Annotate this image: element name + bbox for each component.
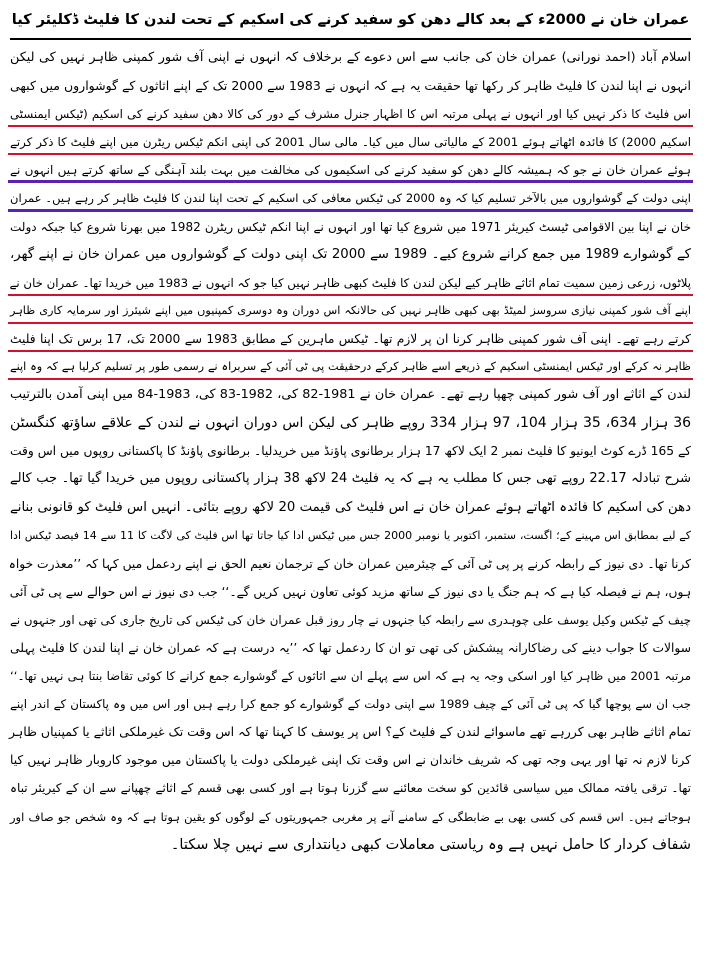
- headline: عمران خان نے 2000ء کے بعد کالے دھن کو سفید کرنے کی اسکیم کے تحت لندن کا فلیٹ ڈکلیئر کیا: [10, 4, 691, 40]
- article-line: سوالات کا جواب دینے کی رضاکارانہ پیشکش کی تھی تو ان کا ردعمل تھا کہ ’’یہ درست ہے کہ عمران خان نے اپنا لندن کا فلیٹ پہلی: [10, 640, 691, 655]
- article-line: چیف کے ٹیکس وکیل یوسف علی چوہدری سے رابطہ کیا جنہوں نے چار روز قبل عمران خان کی ٹیکس کی تاریخ جاری کی تھی اور جنہوں نے: [9, 612, 691, 627]
- article-line: جب ان سے پوچھا گیا کہ پی ٹی آئی کے چیف 1989 سے اپنی دولت کے گوشوارے کو جمع کرا رہے ہیں اور اس میں وہ پاکستان کے اندر اپنے: [10, 697, 691, 712]
- article-line: دھن کی اسکیم کا فائدہ اٹھاتے ہوئے عمران خان نے اس فلیٹ کی قیمت 20 لاکھ روپے بتائی۔ انہیں اس فلیٹ کو قانونی بنانے: [10, 499, 691, 515]
- article-line: کے گوشوارے 1989 میں جمع کرانے شروع کیے۔ 1989 سے 2000 تک اپنی دولت کے گوشواروں میں عمران خان نے اپنے گھر،: [10, 246, 691, 262]
- article-line: خان نے اپنا بین الاقوامی ٹیسٹ کیریئر 1971 میں شروع کیا تھا اور انہوں نے اپنا انکم ٹیکس ریٹرن 1982 میں بھرنا شروع کیا جبکہ دولت: [10, 219, 691, 234]
- article-line: اپنی دولت کے گوشواروں میں بالآخر تسلیم کیا کہ وہ 2000 کی ٹیکس معافی کی اسکیم کے تحت اپنا لندن کا فلیٹ ظاہر کر رہے ہیں۔ عمران: [8, 184, 693, 212]
- article-line: ظاہر نہ کرکے اور ٹیکس ایمنسٹی اسکیم کے ذریعے اسے ظاہر کرکے درحقیقت پی ٹی آئی کے سربراہ نے رسمی طور پر تسلیم کرلیا ہے کہ وہ اپنے: [8, 353, 693, 381]
- article-line: تمام اثاثے ظاہر بھی کررہے تھے ماسوائے لندن کے فلیٹ کے؟ اس پر یوسف کا کہنا تھا کہ اس وقت تک غیرملکی اثاثے یا کمپنیاں ظاہر: [8, 724, 691, 740]
- article-line: کرنا تھا۔ دی نیوز کے رابطہ کرنے پر پی ٹی آئی کے چیئرمین عمران خان کے ترجمان نعیم الحق نے اپنے ردعمل میں کہا کہ ’’معذرت خواہ: [8, 556, 691, 571]
- article-line: اسکیم 2000) کا فائدہ اٹھاتے ہوئے 2001 کے مالیاتی سال میں کیا۔ مالی سال 2001 کی اپنی انکم ٹیکس ریٹرن میں اپنے فلیٹ کا ذکر کرتے: [8, 128, 693, 156]
- article-line: انہوں نے اپنا لندن کا فلیٹ ظاہر کر رکھا تھا حقیقت یہ ہے کہ انہوں نے 1983 سے 2000 تک کے اپنے اثاثوں کے گوشواروں میں کبھی: [10, 78, 691, 94]
- article-line: شرح تبادلہ 22.17 روپے تھی جس کا مطلب یہ ہے کہ یہ فلیٹ 24 لاکھ 38 ہزار پاکستانی روپوں میں خریدا گیا تھا۔ جب کالے: [10, 471, 691, 487]
- article-line: شفاف کردار کا حامل نہیں ہے وہ ریاستی معاملات کبھی دیانتداری سے نہیں چلا سکتا۔: [170, 836, 691, 853]
- article-line: ہوں، ہم نے فیصلہ کیا ہے کہ ہم جنگ یا دی نیوز کے ساتھ مزید کوئی تعاون نہیں کریں گے۔‘‘ جب دی نیوز نے اس حوالے سے پی ٹی آئی: [9, 584, 691, 599]
- article-line: 36 ہزار 634، 35 ہزار 104، 97 ہزار 334 روپے ظاہر کی لیکن اس دوران انہوں نے لندن کے علاقے ساؤتھ کنگسٹن: [10, 415, 692, 432]
- article-line: کرنا لازم نہ تھا اور یہی وجہ تھی کہ شریف خاندان نے اس وقت تک اپنی غیرملکی دولت یا پاکستان میں موجود کاروبار ظاہر نہیں کیا: [10, 753, 691, 768]
- article-line: مرتبہ 2001 میں ظاہر کیا اور اسکی وجہ یہ ہے کہ اس سے پہلے ان سے اثاثوں کے گوشوارے جمع کرانے کا کوئی تقاضا بنتا ہی نہیں تھا۔‘‘: [10, 669, 691, 684]
- article-line: تھا۔ ترقی یافتہ ممالک میں سیاسی قائدین کو سخت معائنے سے گزرنا ہوتا ہے اور کسی بھی قسم کے اثاثے چھپانے سے ان کے کیریئر تباہ: [10, 781, 691, 796]
- article-line: اسلام آباد (احمد نورانی) عمران خان کی جانب سے اس دعوے کے برخلاف کہ انہوں نے اپنی آف شور کمپنی ظاہر نہیں کی لیکن: [10, 50, 691, 65]
- article-line: پلاٹوں، زرعی زمین سمیت تمام اثاثے ظاہر کیے لیکن لندن کا فلیٹ کبھی ظاہر نہیں کیا جو کہ انہوں نے 1983 میں خریدا تھا۔ عمران خان نے: [8, 269, 693, 297]
- article-line: لندن کے اثاثے اور آف شور کمپنی چھپا رہے تھے۔ عمران خان نے 1981-82 کی، 1982-83 کی، 1983-84 میں اپنی آمدن بالترتیب: [10, 387, 692, 403]
- article-line: ہوجاتے ہیں۔ اس قسم کی کسی بھی بے ضابطگی کے سامنے آنے پر مغربی جمہوریتوں کے لوگوں کو یقین ہوتا ہے کہ وہ شخص جو صاف اور: [10, 809, 691, 824]
- article-body: [8, 44, 693, 859]
- article-line: کے 165 ڈرے کوٹ ایونیو کا فلیٹ نمبر 2 ایک لاکھ 17 ہزار برطانوی پاؤنڈ میں خریدلیا۔ برطانوی پاؤنڈ کا پاکستانی روپوں میں اس وقت: [10, 444, 691, 459]
- article-line: ہوئے عمران خان نے جو کہ ہمیشہ کالے دھن کو سفید کرنے کی اسکیموں کی مخالفت میں بہت بلند آہنگی کے ساتھ کرتے ہیں انہوں نے: [8, 156, 693, 184]
- article-line: کرتے رہے تھے۔ اپنی آف شور کمپنی ظاہر کرنا ان پر لازم تھا۔ ٹیکس ماہرین کے مطابق 1983 سے 2000 تک، 17 برس تک اپنا فلیٹ: [8, 325, 693, 353]
- article-line: اپنے آف شور کمپنی نیازی سروسز لمیٹڈ بھی کبھی ظاہر نہیں کی حالانکہ اس دوران وہ دوسری کمپنیوں میں اپنے شیئرز اور سرمایہ کاری ظاہر: [8, 297, 693, 325]
- article-line: اس فلیٹ کا ذکر نہیں کیا اور انہوں نے پہلی مرتبہ اس کا اظہار جنرل مشرف کے دور کی کالا دھن سفید کرنے کی اسکیم (ٹیکس ایمنسٹی: [8, 100, 693, 128]
- article-line: کے لیے بمطابق اس مہینے کے؛ اگست، ستمبر، اکتوبر یا نومبر 2000 جس میں ٹیکس ادا کیا جاتا تھا اس فلیٹ کی لاگت کا 11 سے 14 فیصد ٹیکس ادا: [10, 528, 691, 542]
